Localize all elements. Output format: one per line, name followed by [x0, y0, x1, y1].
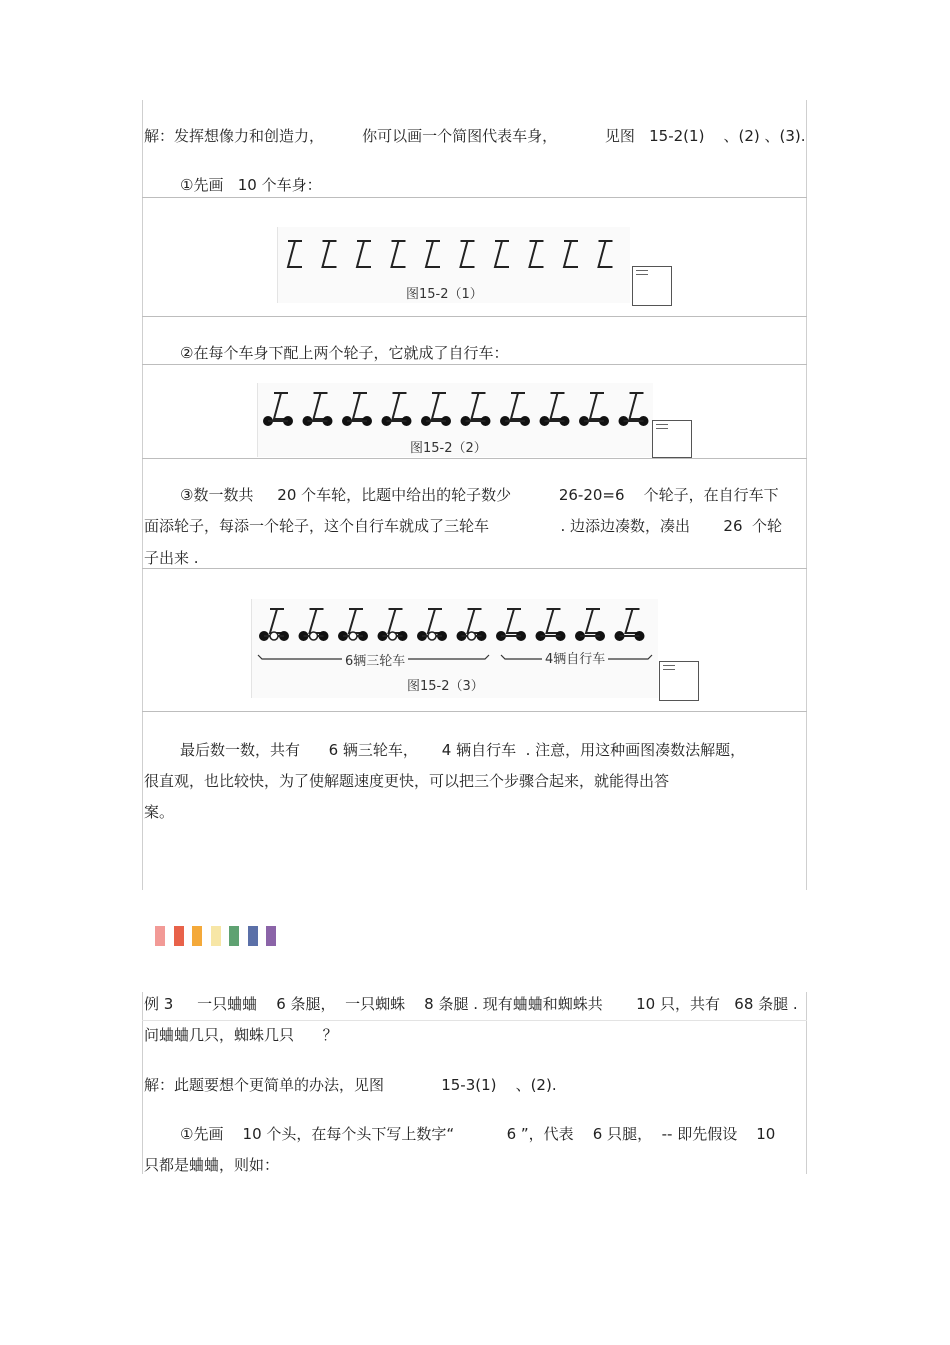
bike-frame	[551, 393, 565, 419]
extra-wheel	[349, 632, 357, 640]
bike-frame	[468, 609, 482, 633]
fig2-square	[652, 420, 692, 458]
bike-frame	[495, 241, 509, 267]
fig3-caption: 图15-2（3）	[407, 679, 484, 694]
conclusion-line3: 案。	[144, 803, 175, 821]
step3-line3: 子出来 .	[144, 549, 199, 567]
fig2-bicycles	[258, 387, 653, 435]
bike-frame	[432, 393, 446, 419]
bike-frame	[547, 609, 561, 633]
fig1-frames	[278, 233, 630, 283]
figure-15-2-2	[257, 383, 653, 457]
example3-step1-line1: ①先画 10 个头，在每个头下写上数字“ 6 ”，代表 6 只腿， -- 即先假设 10	[180, 1125, 776, 1143]
fig1-caption: 图15-2（1）	[406, 287, 483, 302]
color-swatch	[229, 926, 239, 946]
bike-frame	[530, 241, 544, 267]
bike-frame	[428, 609, 442, 633]
fig2-caption: 图15-2（2）	[410, 441, 487, 456]
extra-wheel	[389, 632, 397, 640]
bike-frame	[426, 241, 440, 267]
figure-15-2-3	[251, 599, 658, 698]
bike-frame	[511, 393, 525, 419]
bike-frame	[274, 393, 288, 419]
bike-frame	[357, 241, 371, 267]
fig2-bottom-rule	[142, 458, 807, 459]
fig3-bottom-rule	[142, 711, 807, 712]
bike-frame	[323, 241, 337, 267]
bike-frame	[461, 241, 475, 267]
color-swatch	[211, 926, 221, 946]
fig3-square	[659, 661, 699, 701]
bike-frame	[599, 241, 613, 267]
extra-wheel	[468, 632, 476, 640]
bike-frame	[353, 393, 367, 419]
fig1-square	[632, 266, 672, 306]
fig3-label-bicycles: 4辆自行车	[542, 648, 608, 667]
bike-frame	[392, 241, 406, 267]
example3-solution: 解：此题要想个更简单的办法，见图 15-3(1) 、(2).	[144, 1076, 557, 1094]
color-swatch	[174, 926, 184, 946]
extra-wheel	[428, 632, 436, 640]
bike-frame	[270, 609, 284, 633]
conclusion-line1: 最后数一数，共有 6 辆三轮车， 4 辆自行车 . 注意，用这种画图凑数法解题，	[180, 741, 746, 759]
bike-frame	[590, 393, 604, 419]
left-rule-top	[142, 100, 143, 890]
step1-text: ①先画 10 个车身：	[180, 176, 322, 194]
bike-frame	[472, 393, 486, 419]
step3-line1: ③数一数共 20 个车轮，比题中给出的轮子数少 26-20=6 个轮子，在自行车下	[180, 486, 779, 504]
bike-frame	[507, 609, 521, 633]
step3-line2: 面添轮子，每添一个轮子，这个自行车就成了三轮车 . 边添边凑数，凑出 26 个轮	[144, 517, 783, 535]
solution-intro: 解：发挥想像力和创造力， 你可以画一个简图代表车身， 见图 15-2(1) 、(2) 、(3).	[144, 127, 806, 145]
color-swatch	[266, 926, 276, 946]
bike-frame	[564, 241, 578, 267]
conclusion-line2: 很直观，也比较快，为了使解题速度更快，可以把三个步骤合起来，就能得出答	[144, 772, 670, 790]
example3-problem-line2: 问蛐蛐几只，蜘蛛几只 ？	[144, 1026, 338, 1044]
bike-frame	[626, 609, 640, 633]
bike-frame	[393, 393, 407, 419]
bike-frame	[314, 393, 328, 419]
bike-frame	[389, 609, 403, 633]
right-rule-top	[806, 100, 807, 890]
fig3-top-rule	[142, 568, 807, 569]
bike-frame	[586, 609, 600, 633]
fig1-bottom-rule	[142, 316, 807, 317]
extra-wheel	[310, 632, 318, 640]
color-swatch	[248, 926, 258, 946]
example3-rule	[142, 1020, 807, 1021]
example3-step1-line2: 只都是蛐蛐，则如：	[144, 1156, 280, 1174]
bike-frame	[288, 241, 302, 267]
color-swatch	[192, 926, 202, 946]
bike-frame	[349, 609, 363, 633]
bike-frame	[630, 393, 644, 419]
example3-problem-line1: 例 3 一只蛐蛐 6 条腿， 一只蜘蛛 8 条腿 . 现有蛐蛐和蜘蛛共 10 只，共有 68 条腿 .	[144, 995, 798, 1013]
fig2-top-rule	[142, 364, 807, 365]
fig3-label-tricycles: 6辆三轮车	[342, 650, 408, 669]
step2-text: ②在每个车身下配上两个轮子，它就成了自行车：	[180, 344, 509, 362]
figure-15-2-1	[277, 227, 630, 303]
bike-frame	[310, 609, 324, 633]
fig1-top-rule	[142, 197, 807, 198]
color-swatch	[155, 926, 165, 946]
extra-wheel	[270, 632, 278, 640]
